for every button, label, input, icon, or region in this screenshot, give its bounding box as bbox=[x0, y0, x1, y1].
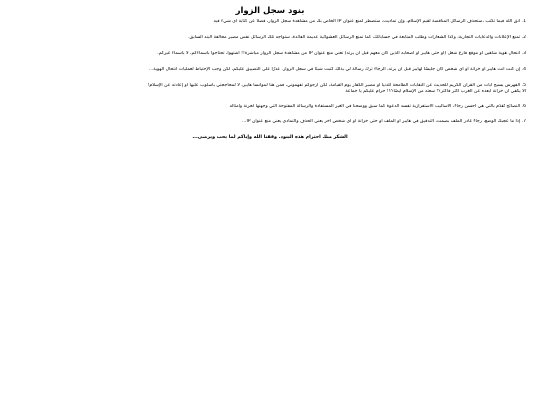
rule-number: 1. bbox=[521, 19, 526, 24]
rule-text: انتحال هوية شاهين أو موقع فارغ شغل (أو حتى هايبر أو أصحابه الذين كان معهم قبل أن يرتد) تعني منع عنوان IP من مشاهدة سجل الزوار مباشرة!! اشتهوا، تحتاجوا بأسماءكم، لا بأسماء غيركم. bbox=[157, 51, 522, 56]
rule-item-2 bbox=[14, 35, 526, 41]
rule-item-5-continuation bbox=[14, 89, 526, 95]
rule-number: 3. bbox=[521, 51, 526, 56]
closing-note: الشكر منك احترام هذه البنود. وفقنا الله وإياكم لما يحب ويرضى... bbox=[192, 135, 348, 140]
rule-text: انق الله فيما تكتب ،ستحذف الرسائل المناقضة لقيم الإسلام، وإن تماديت، ستضطر لمنع عنوان IP الخاص بك من مشاهدة سجل الزوار، فضلاً عن كتابة أي شيء فيه bbox=[213, 19, 522, 24]
rule-text: ألفهرس يسبح آيات من القرآن الكريم للحديث عن النقابات الطامحة للدنيا أو مصير الكفار يوم القيامة، لكن أرجوكم تفهموني، فمن هنا لموانسا هايبر، لا لمحاججتي بأسلوب عليها أو إعادته عن الإسلام! bbox=[147, 83, 522, 88]
rule-text: النصائح تُقدَّم بالتي هي أحسن رجاءً، الأساليب الاستفزازية تفسد الدعوة كما سبق ووضحنا في الغير المستفادة والرسالة المفتوحة التي وجهتها لخزنة وأمثاله bbox=[229, 104, 522, 109]
rule-item-4 bbox=[14, 67, 526, 73]
rule-item-1 bbox=[14, 19, 526, 25]
rule-item-6 bbox=[14, 104, 526, 110]
rules-list bbox=[14, 19, 526, 125]
rule-item-3 bbox=[14, 51, 526, 57]
rule-number: 7. bbox=[521, 119, 526, 124]
rule-text: تمنع الإعلانات والدعايات التجارية، وكذا الشعارات وطلب المتابعة في حساباتك، كما تمنع الرسائل العشوائية عديمة الفائدة، ستواجه تلك الرسائل نفس مصير مخالفة البند السابق. bbox=[188, 35, 522, 40]
rule-number: 6. bbox=[521, 104, 526, 109]
rule-text: إذا ما عجبك الوضع، رجاءً غادر الملف بصمت، التدقيق في هايبر أو الملف أو حتى خزانة أو أي شخص آخر يعني الحذف والتمادي يعني منع عنوان IP... bbox=[242, 119, 522, 124]
rule-number: 2. bbox=[521, 35, 526, 40]
rule-text: إن كنت أنت هايبر أو خزانة أو أي شخص كان جليسًا لهايبر قبل أن يرتد، الرجاء ترك رسالة لي بذلك كتبت شيئًا في سجل الزوار. عذرًا على التضييق عليكم، لكن وجب الإحتياط لعمليات انتحال الهوية... bbox=[148, 67, 522, 72]
rule-number: 5. bbox=[521, 83, 526, 88]
rule-item-7 bbox=[14, 119, 526, 125]
rule-number: 4. bbox=[521, 67, 526, 72]
rule-text: ألا يكفي أن خزانة أبعده عن الغرب أكثر فأكثر؟! سعته من الإسلام أيضًا؟؟! حرام عليكم يا جماعة bbox=[345, 89, 526, 94]
page-title: بنود سجل الزوار bbox=[235, 6, 305, 16]
